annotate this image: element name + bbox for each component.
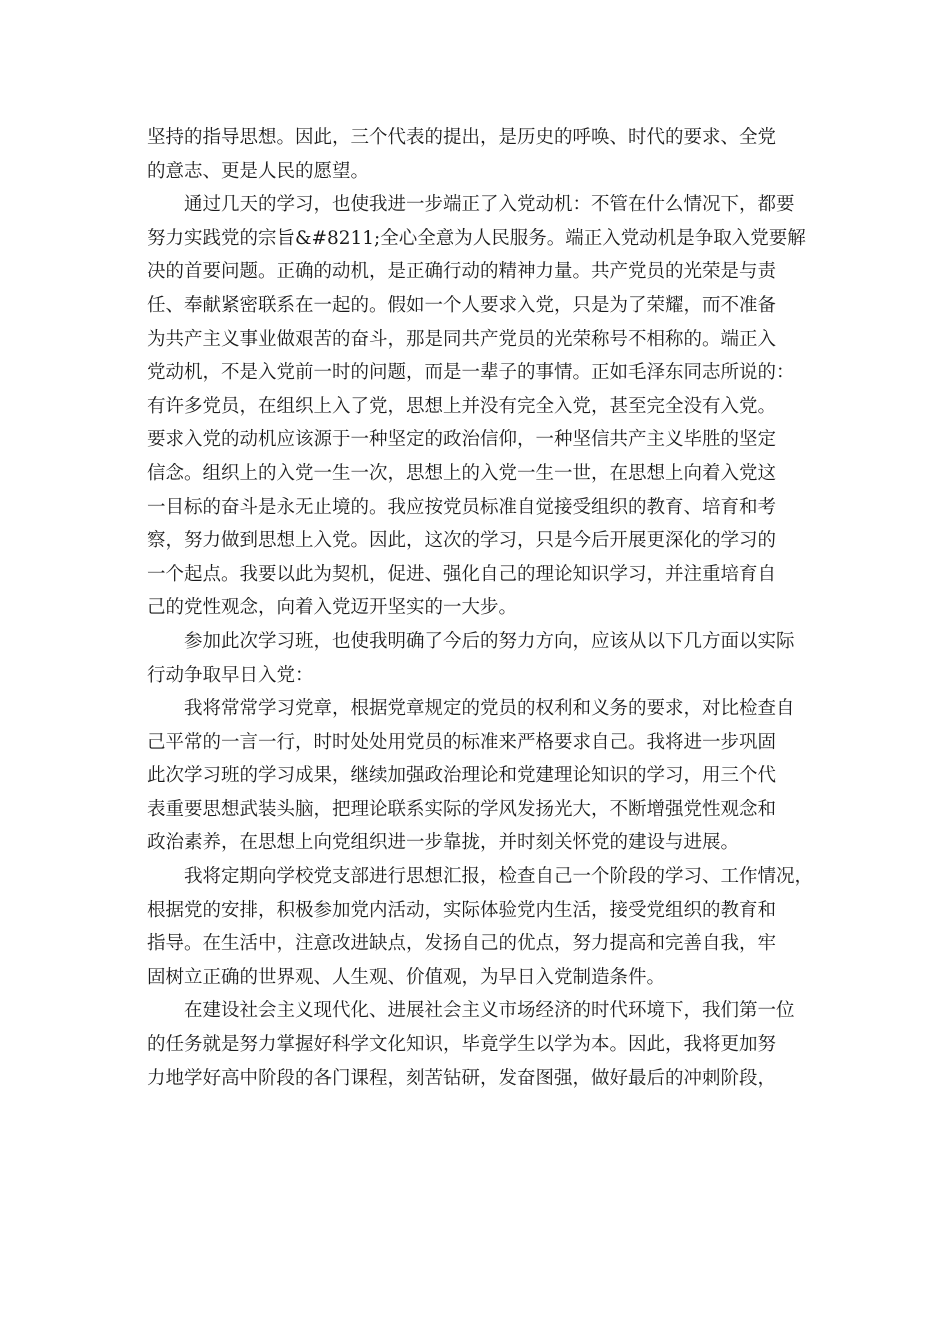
text-line: 固树立正确的世界观、人生观、价值观，为早日入党制造条件。 (147, 966, 666, 988)
text-line: 根据党的安排，积极参加党内活动，实际体验党内生活，接受党组织的教育和 (147, 899, 777, 921)
text-line: 行动争取早日入党： (147, 664, 314, 686)
text-line: 此次学习班的学习成果，继续加强政治理论和党建理论知识的学习，用三个代 (147, 765, 777, 787)
text-line: 指导。在生活中，注意改进缺点，发扬自己的优点，努力提高和完善自我，牢 (147, 933, 777, 955)
text-line: 为共产主义事业做艰苦的奋斗，那是同共产党员的光荣称号不相称的。端正入 (147, 328, 777, 350)
text-line: 己的党性观念，向着入党迈开坚实的一大步。 (147, 597, 518, 619)
text-line: 有许多党员，在组织上入了党，思想上并没有完全入党，甚至完全没有入党。 (147, 395, 777, 417)
text-line: 信念。组织上的入党一生一次，思想上的入党一生一世，在思想上向着入党这 (147, 462, 777, 484)
text-line: 己平常的一言一行，时时处处用党员的标准来严格要求自己。我将进一步巩固 (147, 731, 777, 753)
text-line: 的任务就是努力掌握好科学文化知识，毕竟学生以学为本。因此，我将更加努 (147, 1034, 777, 1056)
text-line: 参加此次学习班，也使我明确了今后的努力方向，应该从以下几方面以实际 (147, 630, 795, 652)
text-line: 决的首要问题。正确的动机，是正确行动的精神力量。共产党员的光荣是与责 (147, 261, 777, 283)
text-line: 一目标的奋斗是永无止境的。我应按党员标准自觉接受组织的教育、培育和考 (147, 496, 777, 518)
text-line: 任、奉献紧密联系在一起的。假如一个人要求入党，只是为了荣耀，而不准备 (147, 294, 777, 316)
text-line: 政治素养，在思想上向党组织进一步靠拢，并时刻关怀党的建设与进展。 (147, 832, 740, 854)
text-line: 一个起点。我要以此为契机，促进、强化自己的理论知识学习，并注重培育自 (147, 563, 777, 585)
text-line: 要求入党的动机应该源于一种坚定的政治信仰，一种坚信共产主义毕胜的坚定 (147, 429, 777, 451)
text-line: 坚持的指导思想。因此，三个代表的提出，是历史的呼唤、时代的要求、全党 (147, 127, 777, 148)
text-line: 力地学好高中阶段的各门课程，刻苦钻研，发奋图强，做好最后的冲刺阶段， (147, 1067, 777, 1089)
text-line: 我将定期向学校党支部进行思想汇报，检查自己一个阶段的学习、工作情况， (147, 866, 814, 888)
text-line: 察，努力做到思想上入党。因此，这次的学习，只是今后开展更深化的学习的 (147, 530, 777, 552)
text-line: 通过几天的学习，也使我进一步端正了入党动机：不管在什么情况下，都要 (147, 194, 795, 216)
text-line: 在建设社会主义现代化、进展社会主义市场经济的时代环境下，我们第一位 (147, 1000, 795, 1022)
text-line: 表重要思想武装头脑，把理论联系实际的学风发扬光大，不断增强党性观念和 (147, 798, 777, 820)
text-line: 的意志、更是人民的愿望。 (147, 160, 370, 182)
text-line: 努力实践党的宗旨&#8211;全心全意为人民服务。端正入党动机是争取入党要解 (147, 227, 806, 249)
text-line: 党动机，不是入党前一时的问题，而是一辈子的事情。正如毛泽东同志所说的： (147, 362, 795, 384)
body-text (147, 121, 814, 1095)
text-line: 我将常常学习党章，根据党章规定的党员的权利和义务的要求，对比检查自 (147, 698, 795, 720)
